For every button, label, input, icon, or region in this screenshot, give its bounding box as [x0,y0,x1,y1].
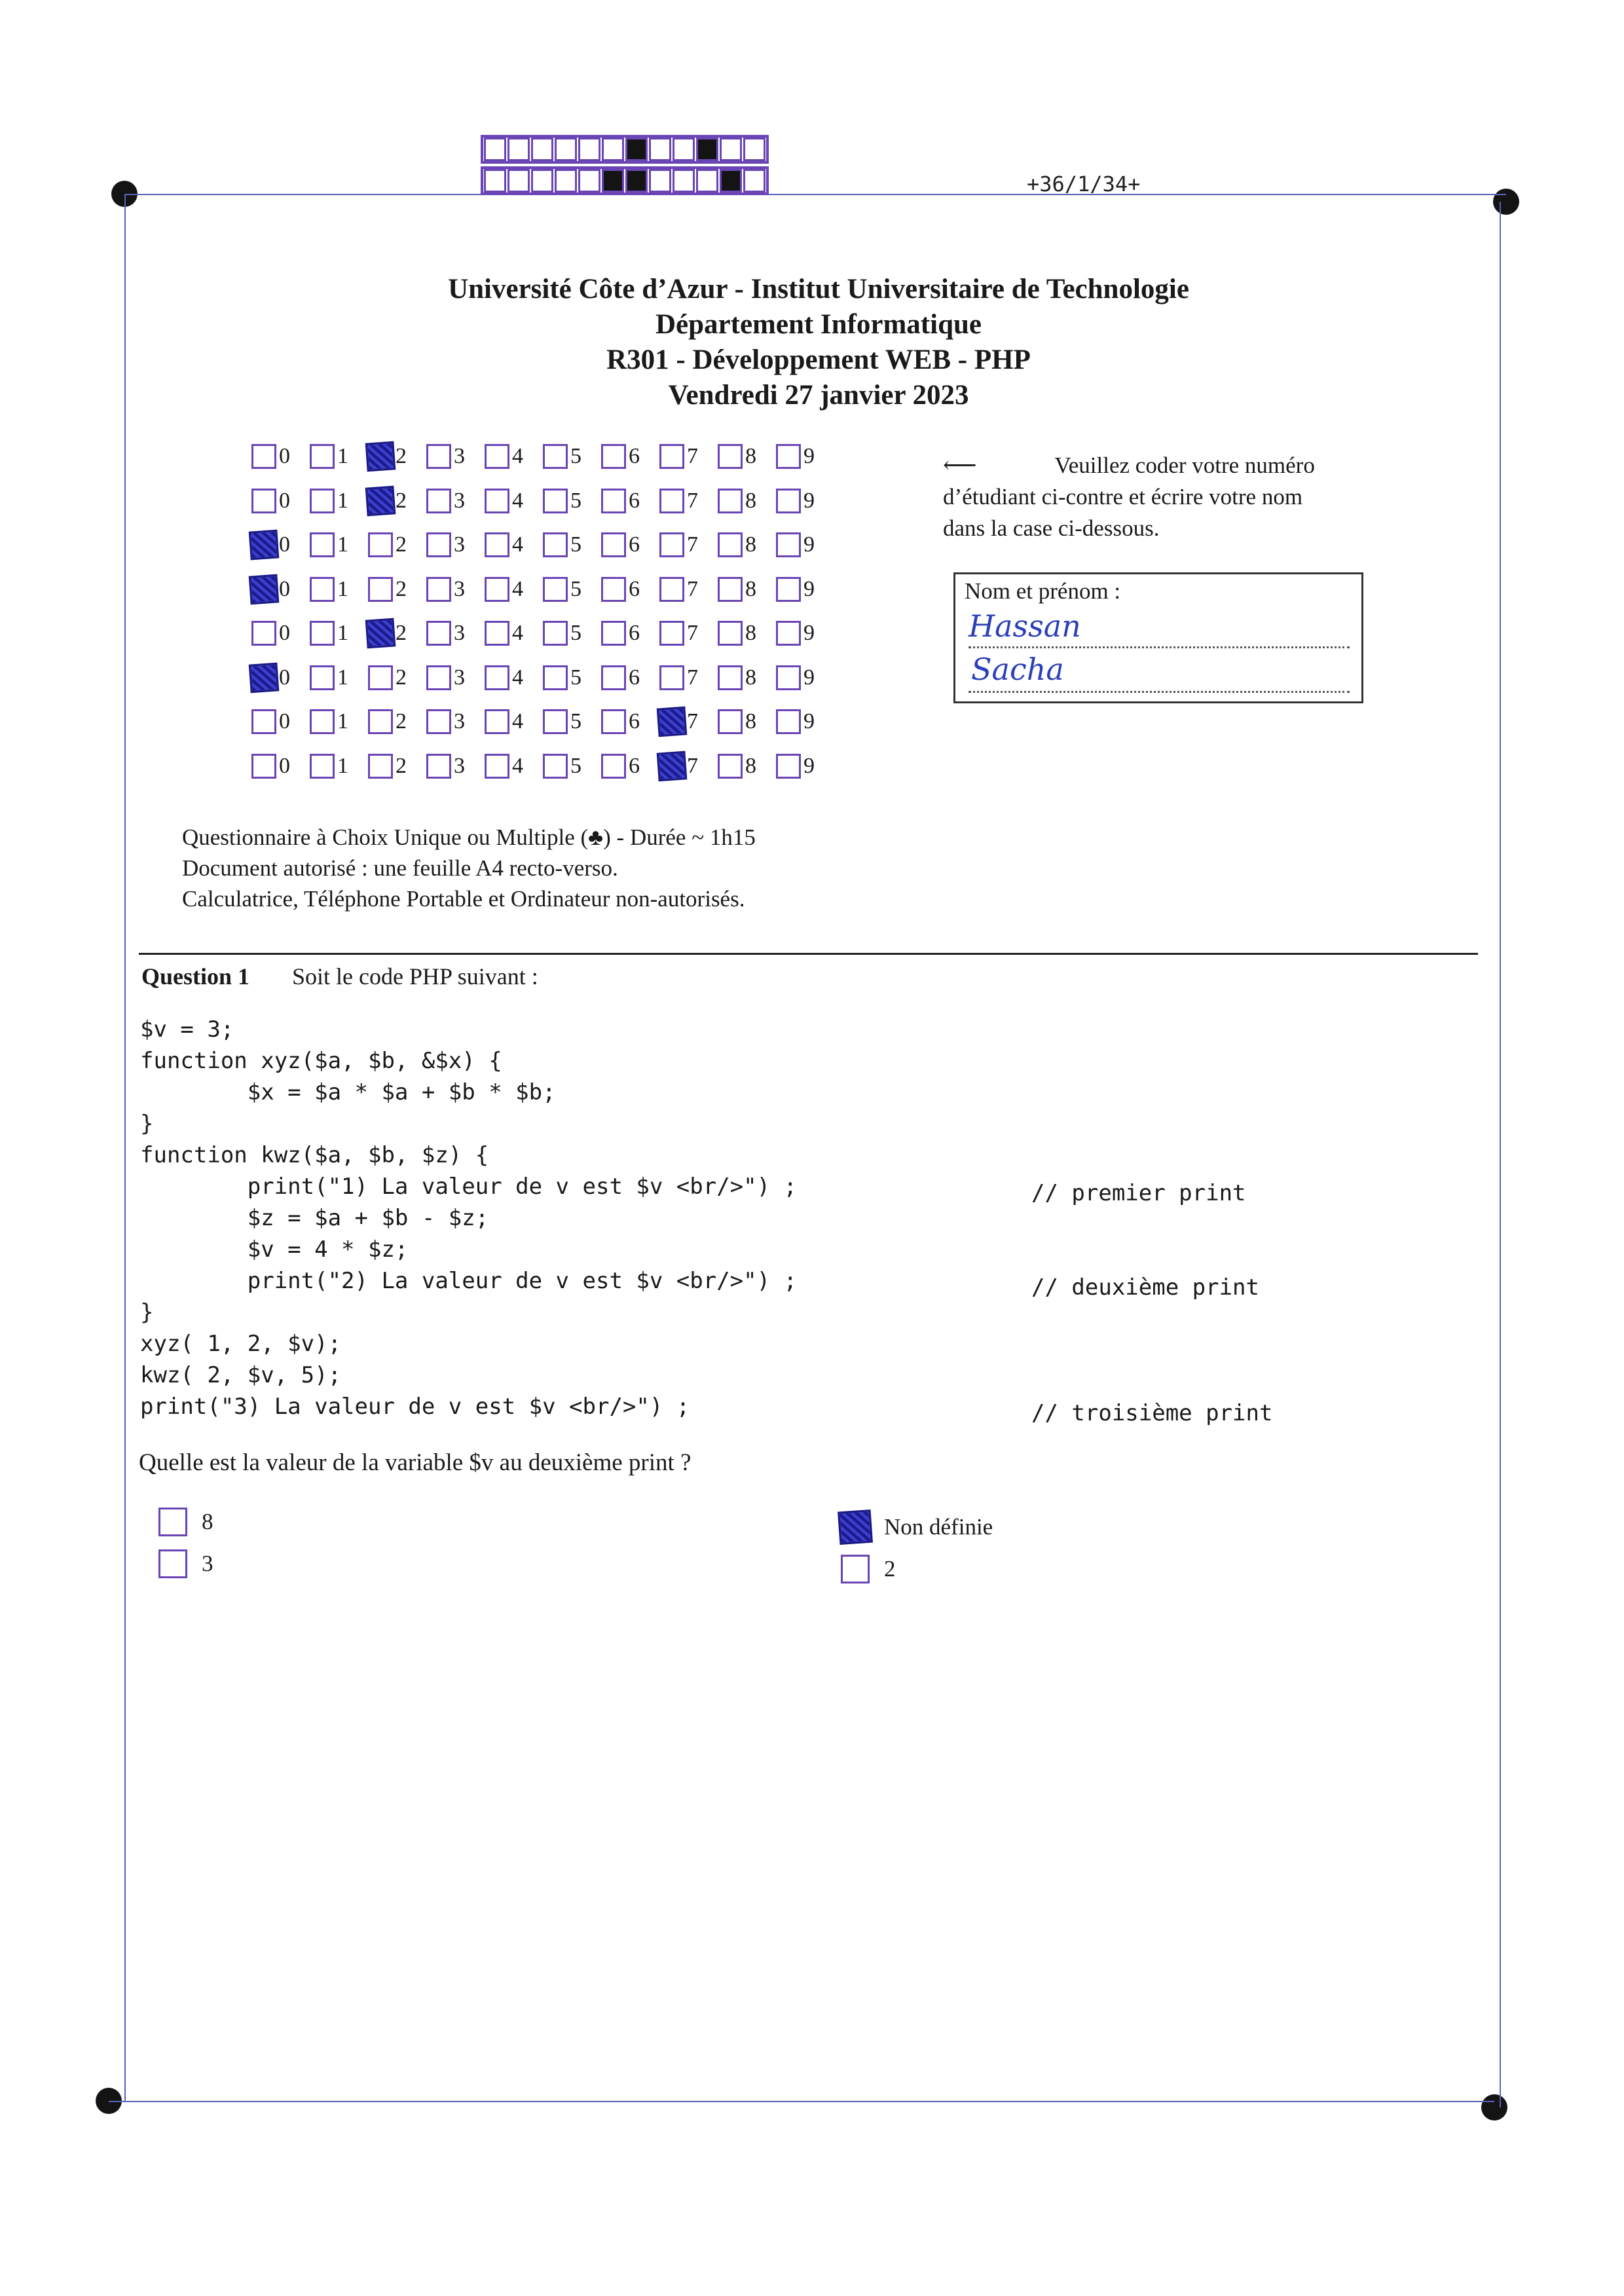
digit-checkbox[interactable] [485,489,509,513]
grid-cell[interactable] [718,529,776,561]
digit-label: 8 [745,488,756,513]
digit-checkbox[interactable] [368,577,393,602]
grid-cell[interactable] [601,529,659,561]
corner-marker-bottom-right [1481,2094,1507,2120]
frame-top [124,194,1506,195]
digit-label: 4 [512,488,523,513]
digit-checkbox[interactable] [485,577,509,602]
grid-cell[interactable] [718,441,776,472]
digit-checkbox[interactable] [485,709,509,734]
grid-cell[interactable] [310,662,368,694]
digit-checkbox[interactable] [485,532,509,557]
question-intro: Soit le code PHP suivant : [292,963,538,990]
digit-checkbox[interactable] [776,621,801,646]
digit-label: 9 [803,709,815,733]
barcode-bottom [481,166,769,195]
student-number-grid [251,441,834,794]
digit-label: 1 [337,532,348,557]
digit-label: 6 [629,576,640,601]
digit-label: 0 [279,753,290,778]
grid-cell[interactable] [310,750,368,782]
grid-cell[interactable] [426,485,485,517]
digit-label: 0 [279,488,290,513]
digit-checkbox[interactable] [601,709,626,734]
answer-option-2[interactable] [841,1555,896,1583]
digit-label: 6 [629,753,640,778]
header-department: Département Informatique [655,309,982,340]
digit-checkbox[interactable] [310,754,335,779]
header-university: Université Côte d’Azur - Institut Universitaire de Technologie [448,274,1189,305]
left-arrow-icon: ⟵ [943,452,977,478]
grid-row-4 [251,574,834,618]
digit-checkbox[interactable] [368,665,393,690]
digit-label: 3 [454,488,465,513]
digit-checkbox[interactable] [718,577,743,602]
digit-label: 1 [337,665,348,690]
grid-row-6 [251,662,834,707]
instruction-line-2: d’étudiant ci-contre et écrire votre nom [943,484,1303,509]
digit-checkbox[interactable] [659,444,684,469]
digit-label: 2 [396,444,407,468]
grid-cell[interactable] [601,441,659,472]
digit-label: 2 [396,709,407,733]
grid-cell[interactable] [601,750,659,782]
digit-label: 3 [454,621,465,645]
digit-label: 2 [396,488,407,513]
digit-label: 9 [803,532,815,557]
digit-label: 0 [279,576,290,601]
digit-checkbox[interactable] [368,532,393,557]
answer-label: 2 [884,1556,896,1582]
frame-bottom [109,2101,1494,2102]
grid-cell[interactable] [426,662,485,694]
digit-checkbox[interactable] [310,444,335,469]
digit-checkbox[interactable] [718,532,743,557]
digit-checkbox[interactable] [310,532,335,557]
digit-checkbox[interactable] [601,754,626,779]
digit-label: 1 [337,444,348,468]
digit-label: 7 [687,665,698,690]
digit-label: 7 [687,576,698,601]
question-number: Question 1 [141,963,250,990]
digit-label: 6 [629,709,640,733]
grid-cell[interactable] [251,662,310,694]
grid-cell[interactable] [718,662,776,694]
digit-checkbox[interactable] [485,621,509,646]
digit-label: 1 [337,576,348,601]
digit-checkbox[interactable] [659,621,684,646]
exam-info-line-2: Document autorisé : une feuille A4 recto-verso. [182,855,618,881]
digit-checkbox[interactable] [310,665,335,690]
student-instructions [943,449,1375,544]
digit-label: 2 [396,576,407,601]
grid-cell[interactable] [426,706,485,737]
grid-cell[interactable] [485,485,543,517]
digit-checkbox[interactable] [251,621,276,646]
grid-cell[interactable] [310,441,368,472]
grid-cell[interactable] [776,750,834,782]
digit-checkbox[interactable] [718,621,743,646]
grid-cell[interactable] [543,574,601,605]
digit-checkbox[interactable] [426,754,451,779]
digit-label: 6 [629,532,640,557]
name-dotted-line-2 [969,691,1350,693]
grid-cell[interactable] [659,529,718,561]
answer-option-non-definie[interactable] [841,1513,993,1542]
digit-label: 9 [803,621,815,645]
answer-label: Non définie [884,1514,993,1540]
answer-checkbox-checked[interactable] [838,1509,873,1545]
digit-checkbox[interactable] [601,444,626,469]
digit-label: 3 [454,444,465,468]
digit-checkbox[interactable] [426,489,451,513]
answer-option-3[interactable] [158,1549,213,1578]
grid-cell[interactable] [718,750,776,782]
digit-label: 4 [512,665,523,690]
digit-label: 6 [629,621,640,645]
grid-cell[interactable] [543,485,601,517]
grid-cell[interactable] [485,618,543,649]
grid-cell[interactable] [426,750,485,782]
digit-checkbox[interactable] [543,621,568,646]
digit-label: 5 [570,709,581,733]
digit-label: 2 [396,532,407,557]
grid-cell[interactable] [543,750,601,782]
grid-cell[interactable] [776,529,834,561]
grid-cell[interactable] [485,529,543,561]
grid-cell[interactable] [485,662,543,694]
grid-cell[interactable] [776,662,834,694]
digit-checkbox[interactable] [659,532,684,557]
grid-cell[interactable] [659,750,718,782]
exam-info-line-1: Questionnaire à Choix Unique ou Multiple (♣) - Durée ~ 1h15 [182,824,756,850]
answer-label: 8 [202,1509,213,1534]
grid-cell[interactable] [543,618,601,649]
digit-label: 8 [745,753,756,778]
frame-right [1500,202,1501,2107]
digit-checkbox[interactable] [543,532,568,557]
digit-label: 6 [629,444,640,468]
digit-label: 0 [279,709,290,733]
header-course: R301 - Développement WEB - PHP [606,344,1031,375]
code-comment-2: // deuxième print [1031,1274,1259,1301]
digit-checkbox[interactable] [776,754,801,779]
digit-label: 1 [337,621,348,645]
digit-label: 4 [512,532,523,557]
digit-checkbox[interactable] [543,709,568,734]
digit-checkbox[interactable] [601,532,626,557]
digit-label: 8 [745,709,756,733]
grid-cell[interactable] [601,706,659,737]
grid-cell[interactable] [251,441,310,472]
grid-cell[interactable] [776,706,834,737]
digit-checkbox[interactable] [718,444,743,469]
grid-cell[interactable] [251,750,310,782]
digit-checkbox-checked[interactable] [365,485,396,516]
grid-cell[interactable] [310,485,368,517]
digit-checkbox[interactable] [659,489,684,513]
grid-cell[interactable] [426,618,485,649]
digit-label: 7 [687,532,698,557]
digit-label: 5 [570,753,581,778]
question-prompt: Quelle est la valeur de la variable $v au deuxième print ? [139,1449,692,1476]
digit-checkbox[interactable] [485,444,509,469]
digit-checkbox[interactable] [543,754,568,779]
exam-info-line-3: Calculatrice, Téléphone Portable et Ordinateur non-autorisés. [182,886,745,912]
digit-checkbox[interactable] [718,489,743,513]
separator-line [139,953,1478,955]
grid-row-5 [251,618,834,662]
digit-checkbox-checked[interactable] [365,618,396,649]
digit-label: 5 [570,576,581,601]
digit-label: 7 [687,709,698,733]
grid-cell[interactable] [426,529,485,561]
grid-row-8 [251,750,834,795]
digit-checkbox[interactable] [368,754,393,779]
grid-cell[interactable] [659,485,718,517]
digit-label: 7 [687,444,698,468]
digit-label: 5 [570,665,581,690]
answer-checkbox[interactable] [158,1508,187,1536]
digit-checkbox-checked[interactable] [249,574,280,604]
grid-cell[interactable] [601,574,659,605]
grid-row-2 [251,485,834,530]
digit-checkbox-checked[interactable] [365,441,396,472]
barcode-top [481,135,769,164]
digit-checkbox[interactable] [485,665,509,690]
grid-cell[interactable] [426,574,485,605]
digit-label: 3 [454,665,465,690]
digit-label: 2 [396,753,407,778]
digit-checkbox[interactable] [310,621,335,646]
grid-cell[interactable] [368,574,426,605]
grid-cell[interactable] [368,441,426,472]
digit-checkbox[interactable] [543,444,568,469]
page-id: +36/1/34+ [1027,172,1141,196]
grid-row-7 [251,706,834,750]
digit-checkbox[interactable] [659,665,684,690]
answer-checkbox[interactable] [841,1555,870,1583]
grid-cell[interactable] [776,618,834,649]
digit-checkbox[interactable] [543,665,568,690]
grid-cell[interactable] [543,706,601,737]
grid-cell[interactable] [368,750,426,782]
digit-checkbox[interactable] [251,709,276,734]
digit-label: 6 [629,665,640,690]
grid-cell[interactable] [718,618,776,649]
digit-label: 2 [396,621,407,645]
digit-checkbox-checked[interactable] [249,662,280,693]
digit-checkbox[interactable] [426,665,451,690]
grid-cell[interactable] [310,574,368,605]
grid-cell[interactable] [776,485,834,517]
digit-label: 9 [803,576,815,601]
digit-checkbox[interactable] [251,444,276,469]
digit-label: 1 [337,753,348,778]
grid-cell[interactable] [368,662,426,694]
grid-cell[interactable] [718,574,776,605]
digit-label: 7 [687,488,698,513]
answer-checkbox[interactable] [158,1549,187,1578]
digit-label: 8 [745,532,756,557]
grid-cell[interactable] [601,662,659,694]
digit-label: 0 [279,621,290,645]
header-date: Vendredi 27 janvier 2023 [668,380,969,411]
answer-option-8[interactable] [158,1508,213,1536]
code-comment-3: // troisième print [1031,1400,1273,1426]
name-box[interactable] [953,572,1363,703]
digit-label: 7 [687,753,698,778]
grid-cell[interactable] [776,441,834,472]
digit-label: 9 [803,488,815,513]
digit-label: 9 [803,665,815,690]
digit-checkbox-checked[interactable] [657,707,688,737]
grid-cell[interactable] [543,662,601,694]
digit-label: 0 [279,532,290,557]
digit-label: 3 [454,532,465,557]
code-comment-1: // premier print [1031,1180,1246,1206]
grid-cell[interactable] [251,706,310,737]
digit-checkbox[interactable] [251,489,276,513]
frame-left [124,194,126,2101]
digit-label: 5 [570,488,581,513]
digit-checkbox[interactable] [310,709,335,734]
grid-cell[interactable] [485,574,543,605]
grid-cell[interactable] [368,485,426,517]
digit-checkbox[interactable] [426,709,451,734]
grid-cell[interactable] [368,706,426,737]
digit-label: 8 [745,576,756,601]
digit-checkbox[interactable] [310,489,335,513]
grid-cell[interactable] [718,485,776,517]
handwritten-last-name: Hassan [969,608,1081,644]
grid-cell[interactable] [368,618,426,649]
digit-checkbox[interactable] [718,754,743,779]
digit-label: 3 [454,709,465,733]
digit-label: 8 [745,665,756,690]
digit-label: 5 [570,444,581,468]
grid-cell[interactable] [310,529,368,561]
grid-row-1 [251,441,834,485]
digit-label: 3 [454,753,465,778]
grid-cell[interactable] [659,706,718,737]
instruction-line-3: dans la case ci-dessous. [943,515,1160,541]
grid-cell[interactable] [251,485,310,517]
grid-cell[interactable] [601,485,659,517]
digit-checkbox[interactable] [776,665,801,690]
grid-row-3 [251,529,834,574]
digit-checkbox[interactable] [776,444,801,469]
digit-checkbox-checked[interactable] [657,750,688,781]
digit-label: 2 [396,665,407,690]
answer-label: 3 [202,1551,213,1576]
digit-label: 4 [512,576,523,601]
digit-label: 0 [279,444,290,468]
digit-label: 4 [512,709,523,733]
digit-checkbox[interactable] [601,665,626,690]
grid-cell[interactable] [659,574,718,605]
digit-checkbox[interactable] [601,489,626,513]
php-code-block: $v = 3; function xyz($a, $b, &$x) { $x = $a * $a + $b * $b; } function kwz($a, $b, $z) { print("1) La valeur de v est $v <br/>") ; $z = $a + $b - $z; $v = 4 * $z; print("2) La valeur de v est $v <br/>") ; } xyz( 1, 2, $v); kwz( 2, $v, 5); print("3) La valeur de v est $v <br/>") ; [140,1016,798,1420]
digit-checkbox[interactable] [776,577,801,602]
grid-cell[interactable] [251,529,310,561]
digit-label: 5 [570,621,581,645]
digit-label: 0 [279,665,290,690]
exam-info [182,822,756,914]
grid-cell[interactable] [659,662,718,694]
digit-label: 9 [803,444,815,468]
grid-cell[interactable] [251,618,310,649]
digit-checkbox[interactable] [776,489,801,513]
digit-checkbox[interactable] [601,621,626,646]
digit-label: 4 [512,621,523,645]
grid-cell[interactable] [718,706,776,737]
grid-cell[interactable] [543,441,601,472]
digit-checkbox[interactable] [776,532,801,557]
digit-label: 9 [803,753,815,778]
digit-checkbox[interactable] [251,754,276,779]
grid-cell[interactable] [601,618,659,649]
digit-checkbox[interactable] [543,577,568,602]
digit-checkbox[interactable] [659,577,684,602]
name-box-label: Nom et prénom : [965,578,1121,604]
grid-cell[interactable] [659,618,718,649]
grid-cell[interactable] [485,706,543,737]
digit-label: 5 [570,532,581,557]
grid-cell[interactable] [368,529,426,561]
grid-cell[interactable] [310,618,368,649]
grid-cell[interactable] [426,441,485,472]
name-dotted-line-1 [969,646,1350,648]
digit-label: 7 [687,621,698,645]
digit-label: 8 [745,444,756,468]
grid-cell[interactable] [310,706,368,737]
grid-cell[interactable] [251,574,310,605]
digit-label: 3 [454,576,465,601]
grid-cell[interactable] [659,441,718,472]
digit-checkbox[interactable] [601,577,626,602]
digit-checkbox[interactable] [426,444,451,469]
digit-checkbox[interactable] [718,665,743,690]
digit-checkbox[interactable] [310,577,335,602]
digit-checkbox-checked[interactable] [249,530,280,561]
handwritten-first-name: Sacha [971,652,1064,687]
digit-label: 4 [512,753,523,778]
digit-checkbox[interactable] [543,489,568,513]
digit-label: 4 [512,444,523,468]
instruction-line-1: Veuillez coder votre numéro [1054,453,1315,478]
question-heading [141,963,538,990]
digit-checkbox[interactable] [426,577,451,602]
exam-header [262,272,1375,413]
digit-label: 1 [337,488,348,513]
digit-label: 8 [745,621,756,645]
digit-checkbox[interactable] [368,709,393,734]
digit-label: 6 [629,488,640,513]
grid-cell[interactable] [543,529,601,561]
corner-marker-top-right [1493,189,1519,215]
digit-label: 1 [337,709,348,733]
grid-cell[interactable] [485,750,543,782]
digit-checkbox[interactable] [776,709,801,734]
digit-checkbox[interactable] [426,532,451,557]
grid-cell[interactable] [776,574,834,605]
grid-cell[interactable] [485,441,543,472]
digit-checkbox[interactable] [426,621,451,646]
digit-checkbox[interactable] [485,754,509,779]
digit-checkbox[interactable] [718,709,743,734]
